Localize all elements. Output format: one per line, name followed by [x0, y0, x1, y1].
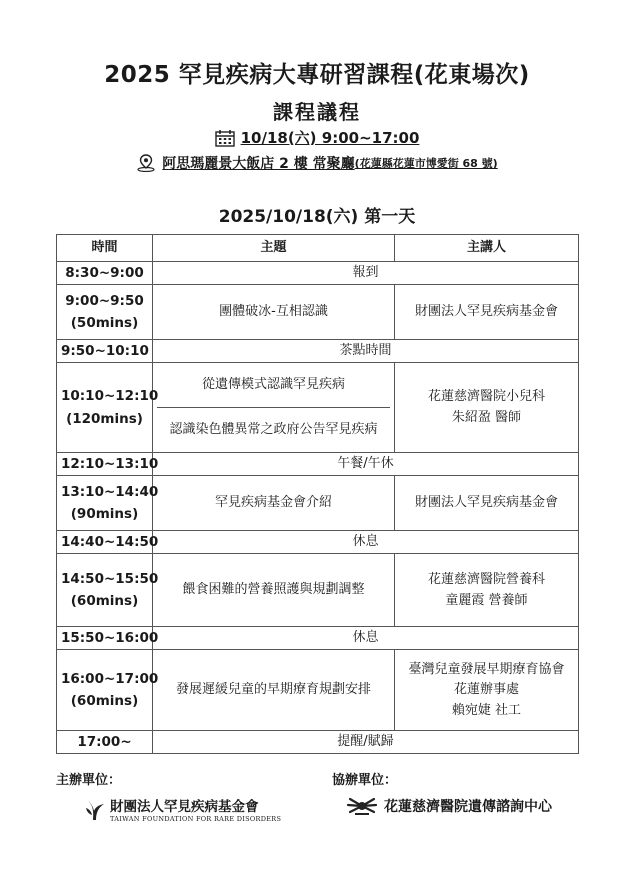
table-row — [57, 531, 579, 554]
time-cell — [57, 363, 159, 453]
topic-line: 認識染色體異常之政府公告罕見疾病 — [169, 422, 378, 438]
header-topic: 主題 — [153, 235, 395, 262]
topic-cell: 罕見疾病基金會介紹 — [153, 476, 395, 531]
page-title: 2025 罕見疾病大專研習課程(花東場次) — [104, 62, 530, 88]
table-row — [57, 340, 579, 363]
time-duration: (60mins) — [70, 693, 139, 709]
time-cell: 14:40~14:50 — [57, 531, 153, 554]
time-range: 9:00~9:50 — [65, 292, 144, 309]
table-row — [57, 262, 579, 285]
time-range: 10:10~12:10 — [61, 388, 159, 405]
organizer-name: 財團法人罕見疾病基金會 — [110, 799, 259, 815]
time-cell: 12:10~13:10 — [57, 453, 153, 476]
speaker-cell — [395, 285, 579, 340]
table-row — [57, 731, 579, 754]
topic-line: 從遺傳模式認識罕見疾病 — [157, 363, 390, 408]
time-duration: (60mins) — [70, 593, 139, 609]
schedule-table — [56, 234, 579, 754]
time-duration: (120mins) — [66, 410, 143, 427]
activity-cell: 休息 — [153, 531, 579, 554]
organizer-name-en: TAIWAN FOUNDATION FOR RARE DISORDERS — [110, 815, 282, 823]
venue-address: (花蓮縣花蓮市博愛街 68 號) — [354, 157, 498, 170]
foundation-logo-icon — [84, 796, 106, 822]
speaker-line: 花蓮慈濟醫院營養科 — [427, 571, 545, 587]
event-datetime — [0, 127, 634, 148]
co-organizer-logo — [346, 796, 552, 816]
header-time: 時間 — [57, 235, 153, 262]
activity-cell: 午餐/午休 — [153, 453, 579, 476]
activity-cell: 提醒/賦歸 — [153, 731, 579, 754]
table-row — [57, 453, 579, 476]
time-duration: (90mins) — [70, 506, 139, 522]
activity-cell: 休息 — [153, 627, 579, 650]
time-range: 16:00~17:00 — [61, 670, 159, 687]
speaker-cell — [395, 363, 579, 453]
header-speaker: 主講人 — [395, 235, 579, 262]
topic-cell: 發展遲緩兒童的早期療育規劃安排 — [153, 650, 395, 731]
calendar-icon — [215, 129, 235, 147]
time-cell — [57, 650, 159, 731]
time-range: 13:10~14:40 — [61, 483, 159, 500]
speaker-cell — [395, 650, 579, 731]
topic-cell: 餵食困難的營養照護與規劃調整 — [153, 554, 395, 627]
speaker-line: 花蓮慈濟醫院小兒科 — [427, 389, 545, 405]
table-row — [57, 363, 579, 453]
venue-name: 阿思瑪麗景大飯店 2 樓 常聚廳 — [162, 156, 355, 172]
table-row — [57, 476, 579, 531]
co-organizer-label: 協辦單位： — [332, 773, 398, 788]
speaker-cell — [395, 554, 579, 627]
table-row — [57, 627, 579, 650]
activity-cell: 茶點時間 — [153, 340, 579, 363]
time-cell: 9:50~10:10 — [57, 340, 153, 363]
tzu-chi-logo-icon — [346, 796, 378, 816]
topic-cell — [153, 363, 395, 453]
speaker-line: 朱紹盈 醫師 — [451, 410, 522, 425]
event-venue — [0, 153, 634, 173]
organizer-logo — [84, 795, 281, 823]
table-header-row — [57, 235, 579, 262]
time-cell: 17:00~ — [57, 731, 153, 754]
speaker-line: 臺灣兒童發展早期療育協會 — [408, 661, 565, 677]
topic-cell: 團體破冰-互相認識 — [153, 285, 395, 340]
time-cell: 15:50~16:00 — [57, 627, 153, 650]
co-organizer-name: 花蓮慈濟醫院遺傳諮詢中心 — [384, 799, 552, 815]
speaker-line: 財團法人罕見疾病基金會 — [414, 495, 558, 511]
time-cell — [57, 476, 159, 531]
table-row — [57, 650, 579, 731]
day-heading: 2025/10/18(六) 第一天 — [218, 207, 416, 227]
speaker-line: 財團法人罕見疾病基金會 — [414, 304, 558, 320]
speaker-cell — [395, 476, 579, 531]
organizer-label: 主辦單位： — [56, 773, 122, 788]
time-cell — [57, 554, 159, 627]
time-cell — [57, 285, 153, 340]
speaker-line: 童麗霞 營養師 — [445, 592, 528, 608]
location-pin-icon — [136, 154, 156, 172]
time-duration: (50mins) — [70, 315, 139, 331]
activity-cell: 報到 — [153, 262, 579, 285]
speaker-line: 賴宛婕 社工 — [451, 702, 522, 718]
time-range: 14:50~15:50 — [61, 570, 159, 587]
speaker-line: 花蓮辦事處 — [453, 682, 519, 698]
page-subtitle: 課程議程 — [273, 100, 361, 124]
table-row — [57, 285, 579, 340]
time-cell: 8:30~9:00 — [57, 262, 153, 285]
event-datetime-text: 10/18(六) 9:00~17:00 — [240, 129, 420, 147]
table-row — [57, 554, 579, 627]
